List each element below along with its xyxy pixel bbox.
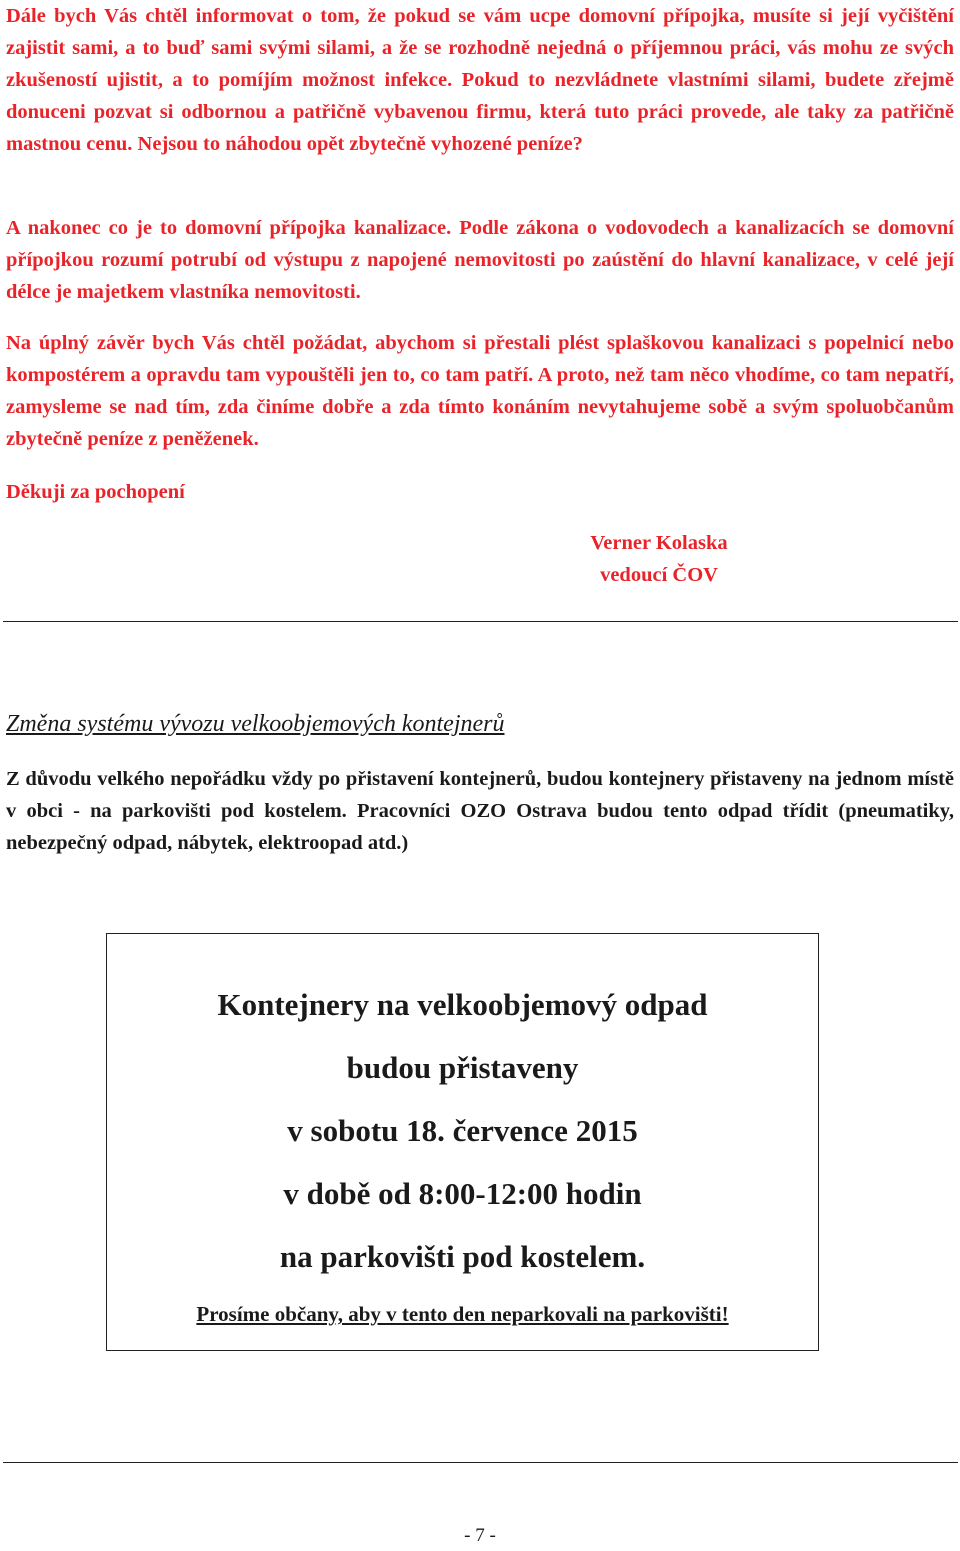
section-heading: Změna systému vývozu velkoobjemových kontejnerů [6,711,505,737]
connection-definition-paragraph: A nakonec co je to domovní přípojka kanalizace. Podle zákona o vodovodech a kanalizacích se domovní přípojkou rozumí potrubí od výstupu z napojené nemovitosti po zaústění do hlavní kanalizace, v celé její délce je majetkem vlastníka nemovitosti. [6,217,954,303]
signature-name: Verner Kolaska [590,532,728,554]
container-change-paragraph: Z důvodu velkého nepořádku vždy po přistavení kontejnerů, budou kontejnery přistaveny na jednom místě v obci - na parkovišti pod kostelem. Pracovníci OZO Ostrava budou tento odpad třídit (pneumatiky, nebezpečný odpad, nábytek, elektroopad atd.) [6,768,954,854]
page-number: - 7 - [464,1525,496,1546]
notice-parking-note: Prosíme občany, aby v tento den neparkovali na parkovišti! [196,1302,729,1326]
notice-line-time: v době od 8:00-12:00 hodin [283,1176,642,1211]
closing-request-paragraph: Na úplný závěr bych Vás chtěl požádat, abychom si přestali plést splaškovou kanalizaci s popelnicí nebo kompostérem a opravdu tam vypouštěli jen to, co tam patří. A proto, než tam něco vhodíme, co tam nepatří, zamysleme se nad tím, zda činíme dobře a zda tímto konáním nevytahujeme sobě a svým spoluobčanům zbytečně peníze z peněženek. [6,332,954,450]
intro-paragraph: Dále bych Vás chtěl informovat o tom, že pokud se vám ucpe domovní přípojka, musíte si její vyčištění zajistit sami, a to buď sami svými silami, a že se rozhodně nejedná o příjemnou práci, vás mohu ze svých zkušeností ujistit, a to pomíjím možnost infekce. Pokud to nezvládnete vlastními silami, budete zřejmě donuceni pozvat si odbornou a patřičně vybavenou firmu, která tuto práci provede, ale taky za patřičně mastnou cenu. Nejsou to náhodou opět zbytečně vyhozené peníze? [6,5,954,155]
signature-role: vedoucí ČOV [600,564,718,586]
section-divider [3,621,958,622]
notice-line-title: Kontejnery na velkoobjemový odpad [217,987,708,1022]
footer-divider [3,1462,958,1463]
notice-box [106,933,819,1351]
notice-line-delivered: budou přistaveny [346,1050,579,1085]
notice-line-place: na parkovišti pod kostelem. [279,1239,646,1274]
notice-line-date: v sobotu 18. července 2015 [287,1113,638,1148]
thanks-line: Děkuji za pochopení [6,481,185,503]
